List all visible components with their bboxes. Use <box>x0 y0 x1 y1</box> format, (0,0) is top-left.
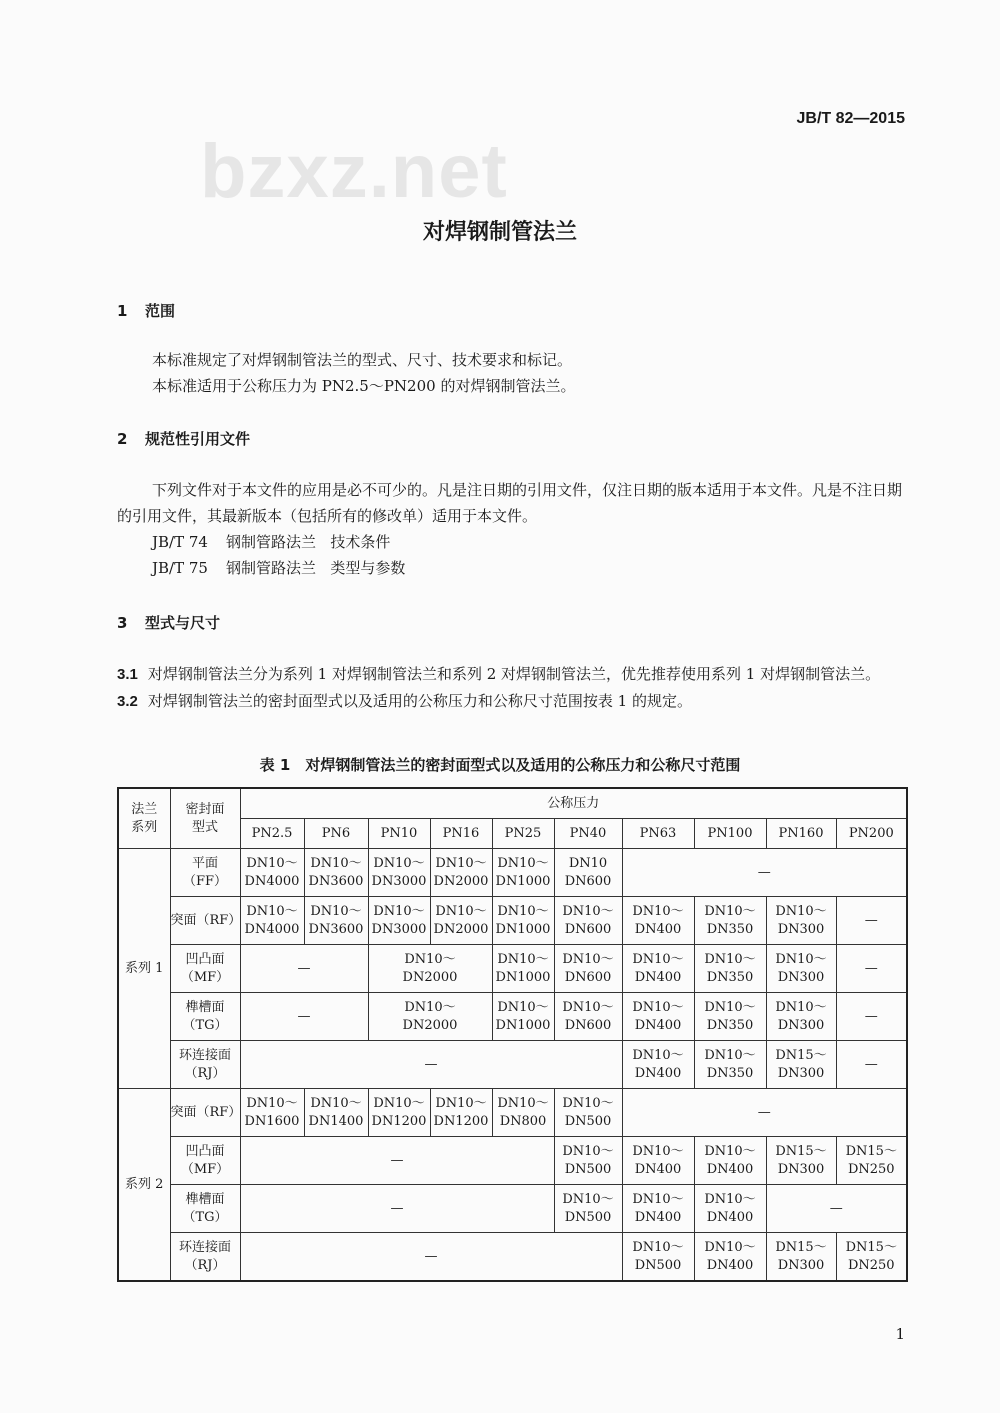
table-cell: DN10～ DN600 <box>554 993 622 1041</box>
clause-3-1 <box>117 661 907 688</box>
section-title: 范围 <box>145 302 176 320</box>
face-rj: 环连接面 （RJ） <box>170 1233 240 1282</box>
table-cell: DN10～ DN350 <box>694 897 766 945</box>
table-cell-empty: — <box>836 1041 907 1089</box>
table-cell: DN15～ DN300 <box>766 1233 836 1282</box>
table-cell: DN10～ DN400 <box>622 1137 694 1185</box>
header-pn: PN10 <box>368 819 430 849</box>
header-pn: PN40 <box>554 819 622 849</box>
series-1-label: 系列 1 <box>118 849 170 1089</box>
table-cell: DN10 DN600 <box>554 849 622 897</box>
table-cell: DN10～ DN500 <box>554 1185 622 1233</box>
table-cell: DN10～ DN3000 <box>368 897 430 945</box>
clause-number: 3.1 <box>117 666 138 683</box>
section-1-heading <box>117 300 175 321</box>
table-cell: DN10～ DN400 <box>622 945 694 993</box>
table-cell: DN15～ DN250 <box>836 1137 907 1185</box>
table-cell: DN10～ DN3600 <box>304 897 368 945</box>
table-cell: DN10～ DN2000 <box>368 993 492 1041</box>
table-cell: DN10～ DN400 <box>694 1233 766 1282</box>
table-cell: DN10～ DN2000 <box>430 897 492 945</box>
reference-item <box>117 555 907 581</box>
table-cell-empty: — <box>836 897 907 945</box>
table-cell-empty: — <box>622 849 907 897</box>
header-pn: PN200 <box>836 819 907 849</box>
table-cell-empty: — <box>240 1233 622 1282</box>
table-cell: DN10～ DN350 <box>694 945 766 993</box>
table-cell-empty: — <box>240 1185 554 1233</box>
table-cell: DN10～ DN1600 <box>240 1089 304 1137</box>
header-pn: PN2.5 <box>240 819 304 849</box>
clause-text: 对焊钢制管法兰分为系列 1 对焊钢制管法兰和系列 2 对焊钢制管法兰，优先推荐使用系列 1 对焊钢制管法兰。 <box>147 665 881 683</box>
table-cell-empty: — <box>836 993 907 1041</box>
face-rj: 环连接面 （RJ） <box>170 1041 240 1089</box>
table-cell: DN10～ DN1000 <box>492 897 554 945</box>
paragraph: 本标准适用于公称压力为 PN2.5～PN200 的对焊钢制管法兰。 <box>152 377 576 395</box>
header-pn: PN16 <box>430 819 492 849</box>
section-number: 3 <box>117 614 128 632</box>
table-cell-empty: — <box>240 945 368 993</box>
face-mf: 凹凸面 （MF） <box>170 1137 240 1185</box>
section-1-body <box>117 347 907 399</box>
table-cell: DN10～ DN1200 <box>430 1089 492 1137</box>
table-cell: DN10～ DN400 <box>622 993 694 1041</box>
table-cell-empty: — <box>836 945 907 993</box>
table-cell: DN10～ DN4000 <box>240 849 304 897</box>
table-caption: 表 1 对焊钢制管法兰的密封面型式以及适用的公称压力和公称尺寸范围 <box>259 756 741 774</box>
table-cell: DN10～ DN350 <box>694 1041 766 1089</box>
table-cell: DN10～ DN4000 <box>240 897 304 945</box>
table-cell: DN10～ DN1000 <box>492 849 554 897</box>
section-number: 2 <box>117 430 128 448</box>
clause-number: 3.2 <box>117 693 138 710</box>
table-cell: DN10～ DN1400 <box>304 1089 368 1137</box>
section-2-body <box>117 477 907 581</box>
face-rf: 突面（RF） <box>170 1089 240 1137</box>
section-number: 1 <box>117 302 128 320</box>
paragraph: 本标准规定了对焊钢制管法兰的型式、尺寸、技术要求和标记。 <box>152 351 573 369</box>
table-cell: DN10～ DN2000 <box>430 849 492 897</box>
table-cell-empty: — <box>240 993 368 1041</box>
table-cell-empty: — <box>766 1185 907 1233</box>
table-cell: DN10～ DN600 <box>554 897 622 945</box>
table-cell-empty: — <box>622 1089 907 1137</box>
ref-name: 钢制管路法兰 <box>226 559 317 577</box>
table-cell: DN10～ DN800 <box>492 1089 554 1137</box>
document-title: 对焊钢制管法兰 <box>422 220 577 245</box>
table-cell: DN10～ DN400 <box>622 1041 694 1089</box>
ref-code: JB/T 75 <box>152 559 208 577</box>
table-cell: DN10～ DN400 <box>694 1185 766 1233</box>
table-cell: DN10～ DN350 <box>694 993 766 1041</box>
flange-table <box>117 787 908 1282</box>
table-cell: DN10～ DN300 <box>766 897 836 945</box>
ref-name: 钢制管路法兰 <box>226 533 317 551</box>
header-pressure: 公称压力 <box>240 788 907 819</box>
table-cell: DN10～ DN400 <box>622 1185 694 1233</box>
ref-desc: 类型与参数 <box>330 559 406 577</box>
table-cell-empty: — <box>240 1137 554 1185</box>
table-cell: DN15～ DN250 <box>836 1233 907 1282</box>
table-cell: DN10～ DN1000 <box>492 945 554 993</box>
header-pn: PN63 <box>622 819 694 849</box>
header-pn: PN160 <box>766 819 836 849</box>
table-cell: DN10～ DN1000 <box>492 993 554 1041</box>
paragraph: 下列文件对于本文件的应用是必不可少的。凡是注日期的引用文件，仅注日期的版本适用于本文件。凡是不注日期的引用文件，其最新版本（包括所有的修改单）适用于本文件。 <box>117 481 903 525</box>
watermark: bzxz.net <box>200 129 508 214</box>
table-cell: DN15～ DN300 <box>766 1137 836 1185</box>
reference-item <box>117 529 907 555</box>
table-cell: DN10～ DN400 <box>694 1137 766 1185</box>
face-tg: 榫槽面 （TG） <box>170 993 240 1041</box>
header-pn: PN25 <box>492 819 554 849</box>
table-cell: DN10～ DN300 <box>766 945 836 993</box>
ref-desc: 技术条件 <box>330 533 391 551</box>
table-cell-empty: — <box>240 1041 622 1089</box>
table-cell: DN10～ DN3600 <box>304 849 368 897</box>
face-tg: 榫槽面 （TG） <box>170 1185 240 1233</box>
header-face: 密封面 型式 <box>170 788 240 849</box>
header-pn: PN100 <box>694 819 766 849</box>
table-cell: DN10～ DN2000 <box>368 945 492 993</box>
section-title: 型式与尺寸 <box>145 614 221 632</box>
section-2-heading <box>117 428 250 449</box>
header-series: 法兰 系列 <box>118 788 170 849</box>
table-cell: DN10～ DN400 <box>622 897 694 945</box>
face-mf: 凹凸面 （MF） <box>170 945 240 993</box>
section-3-heading <box>117 612 220 633</box>
table-cell: DN10～ DN500 <box>622 1233 694 1282</box>
clause-text: 对焊钢制管法兰的密封面型式以及适用的公称压力和公称尺寸范围按表 1 的规定。 <box>147 692 692 710</box>
section-title: 规范性引用文件 <box>145 430 251 448</box>
page-number: 1 <box>895 1325 905 1343</box>
table-cell: DN10～ DN500 <box>554 1137 622 1185</box>
table-cell: DN10～ DN500 <box>554 1089 622 1137</box>
clause-3-2 <box>117 688 907 715</box>
table-cell: DN10～ DN600 <box>554 945 622 993</box>
ref-code: JB/T 74 <box>152 533 208 551</box>
face-rf: 突面（RF） <box>170 897 240 945</box>
table-cell: DN10～ DN3000 <box>368 849 430 897</box>
header-pn: PN6 <box>304 819 368 849</box>
document-code: JB/T 82—2015 <box>796 110 905 127</box>
table-cell: DN15～ DN300 <box>766 1041 836 1089</box>
table-cell: DN10～ DN1200 <box>368 1089 430 1137</box>
series-2-label: 系列 2 <box>118 1089 170 1282</box>
face-ff: 平面 （FF） <box>170 849 240 897</box>
table-cell: DN10～ DN300 <box>766 993 836 1041</box>
section-3-body <box>117 661 907 715</box>
